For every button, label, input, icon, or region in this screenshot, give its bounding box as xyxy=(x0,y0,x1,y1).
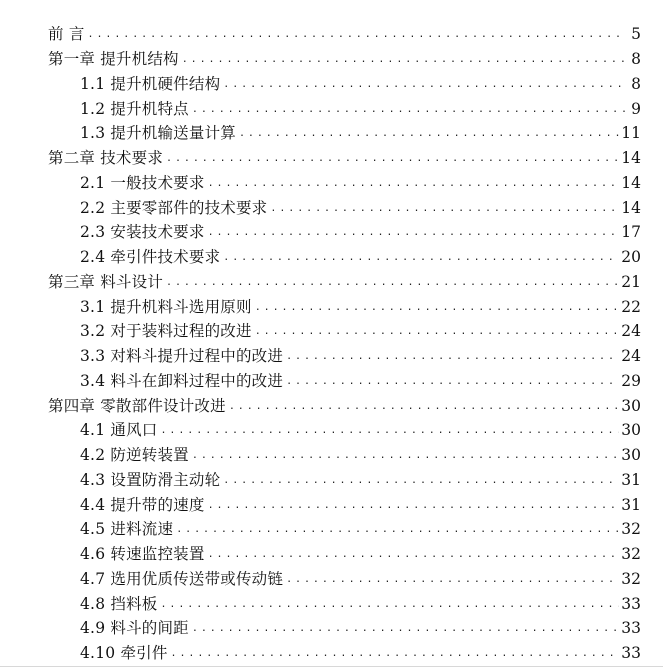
toc-page-number: 21 xyxy=(621,272,641,291)
toc-page-number: 14 xyxy=(621,149,641,168)
toc-dot-leader xyxy=(192,97,625,121)
toc-page-number: 33 xyxy=(621,594,641,613)
toc-page-number: 8 xyxy=(631,74,641,93)
toc-section-entry[interactable] xyxy=(0,369,663,394)
toc-entry-title: 4.10 牵引件 xyxy=(80,644,168,663)
toc-entry-title: 4.1 通风口 xyxy=(80,421,158,440)
toc-section-entry[interactable] xyxy=(0,220,663,245)
toc-dot-leader xyxy=(166,146,619,170)
toc-entry-title: 1.2 提升机特点 xyxy=(80,99,189,118)
toc-entry-title: 4.6 转速监控装置 xyxy=(80,545,205,564)
toc-dot-leader xyxy=(208,220,620,244)
toc-entry-title: 4.3 设置防滑主动轮 xyxy=(80,470,221,489)
toc-page-number: 32 xyxy=(621,520,641,539)
toc-page-number: 31 xyxy=(621,470,641,489)
toc-entry-title: 第三章 料斗设计 xyxy=(48,272,164,291)
toc-dot-leader xyxy=(286,567,619,591)
toc-section-entry[interactable] xyxy=(0,195,663,220)
toc-dot-leader xyxy=(270,196,619,220)
toc-page-number: 33 xyxy=(621,619,641,638)
toc-dot-leader xyxy=(160,592,619,616)
toc-page-number: 24 xyxy=(621,347,641,366)
toc-section-entry[interactable] xyxy=(0,72,663,97)
toc-section-entry[interactable] xyxy=(0,641,663,666)
toc-dot-leader xyxy=(171,641,620,665)
toc-dot-leader xyxy=(208,493,620,517)
toc-page-number: 9 xyxy=(631,99,641,118)
toc-dot-leader xyxy=(160,418,619,442)
toc-entry-title: 第四章 零散部件设计改进 xyxy=(48,396,226,415)
table-of-contents xyxy=(0,22,663,666)
toc-dot-leader xyxy=(229,394,619,418)
toc-page-number: 32 xyxy=(621,545,641,564)
toc-section-entry[interactable] xyxy=(0,319,663,344)
toc-page-number: 33 xyxy=(621,644,641,663)
toc-dot-leader xyxy=(223,72,625,96)
toc-entry-title: 4.2 防逆转装置 xyxy=(80,446,189,465)
toc-chapter-entry[interactable] xyxy=(0,393,663,418)
toc-entry-title: 2.1 一般技术要求 xyxy=(80,173,205,192)
toc-section-entry[interactable] xyxy=(0,96,663,121)
toc-section-entry[interactable] xyxy=(0,542,663,567)
toc-page-number: 5 xyxy=(631,25,641,44)
toc-dot-leader xyxy=(255,319,620,343)
toc-dot-leader xyxy=(208,542,620,566)
toc-dot-leader xyxy=(166,270,619,294)
page-bottom-divider xyxy=(0,666,663,667)
toc-section-entry[interactable] xyxy=(0,418,663,443)
toc-dot-leader xyxy=(223,245,619,269)
toc-section-entry[interactable] xyxy=(0,468,663,493)
toc-section-entry[interactable] xyxy=(0,517,663,542)
toc-chapter-entry[interactable] xyxy=(0,47,663,72)
toc-section-entry[interactable] xyxy=(0,171,663,196)
toc-page-number: 24 xyxy=(621,322,641,341)
toc-page-number: 11 xyxy=(621,124,641,143)
toc-section-entry[interactable] xyxy=(0,294,663,319)
toc-entry-title: 3.3 对料斗提升过程中的改进 xyxy=(80,347,284,366)
toc-dot-leader xyxy=(286,369,619,393)
toc-section-entry[interactable] xyxy=(0,245,663,270)
toc-entry-title: 4.9 料斗的间距 xyxy=(80,619,189,638)
toc-entry-title: 第一章 提升机结构 xyxy=(48,50,179,69)
toc-chapter-entry[interactable] xyxy=(0,22,663,47)
toc-entry-title: 前 言 xyxy=(48,25,85,44)
toc-page-number: 14 xyxy=(621,198,641,217)
toc-dot-leader xyxy=(182,47,625,71)
toc-section-entry[interactable] xyxy=(0,121,663,146)
toc-entry-title: 2.2 主要零部件的技术要求 xyxy=(80,198,268,217)
toc-page-number: 14 xyxy=(621,173,641,192)
toc-entry-title: 1.3 提升机输送量计算 xyxy=(80,124,236,143)
toc-entry-title: 第二章 技术要求 xyxy=(48,149,164,168)
toc-page-number: 8 xyxy=(631,50,641,69)
toc-entry-title: 4.5 进料流速 xyxy=(80,520,174,539)
toc-dot-leader xyxy=(88,22,625,46)
toc-page-number: 30 xyxy=(621,446,641,465)
toc-dot-leader xyxy=(223,468,619,492)
toc-entry-title: 2.4 牵引件技术要求 xyxy=(80,248,221,267)
toc-dot-leader xyxy=(208,171,620,195)
toc-dot-leader xyxy=(239,121,619,145)
toc-entry-title: 2.3 安装技术要求 xyxy=(80,223,205,242)
toc-section-entry[interactable] xyxy=(0,591,663,616)
toc-dot-leader xyxy=(192,616,619,640)
toc-dot-leader xyxy=(286,344,619,368)
toc-dot-leader xyxy=(255,295,620,319)
toc-entry-title: 4.7 选用优质传送带或传动链 xyxy=(80,569,284,588)
toc-section-entry[interactable] xyxy=(0,492,663,517)
toc-entry-title: 4.4 提升带的速度 xyxy=(80,495,205,514)
toc-chapter-entry[interactable] xyxy=(0,146,663,171)
toc-page-number: 22 xyxy=(621,297,641,316)
toc-page-number: 17 xyxy=(621,223,641,242)
toc-section-entry[interactable] xyxy=(0,616,663,641)
toc-page-number: 31 xyxy=(621,495,641,514)
toc-entry-title: 3.4 料斗在卸料过程中的改进 xyxy=(80,371,284,390)
toc-entry-title: 1.1 提升机硬件结构 xyxy=(80,74,221,93)
toc-dot-leader xyxy=(176,517,619,541)
toc-chapter-entry[interactable] xyxy=(0,270,663,295)
toc-entry-title: 3.1 提升机料斗选用原则 xyxy=(80,297,252,316)
toc-page-number: 32 xyxy=(621,569,641,588)
toc-entry-title: 3.2 对于装料过程的改进 xyxy=(80,322,252,341)
toc-dot-leader xyxy=(192,443,619,467)
toc-page-number: 30 xyxy=(621,421,641,440)
toc-section-entry[interactable] xyxy=(0,344,663,369)
toc-entry-title: 4.8 挡料板 xyxy=(80,594,158,613)
toc-page-number: 29 xyxy=(621,371,641,390)
toc-page-number: 20 xyxy=(621,248,641,267)
toc-section-entry[interactable] xyxy=(0,443,663,468)
toc-section-entry[interactable] xyxy=(0,567,663,592)
toc-page-number: 30 xyxy=(621,396,641,415)
